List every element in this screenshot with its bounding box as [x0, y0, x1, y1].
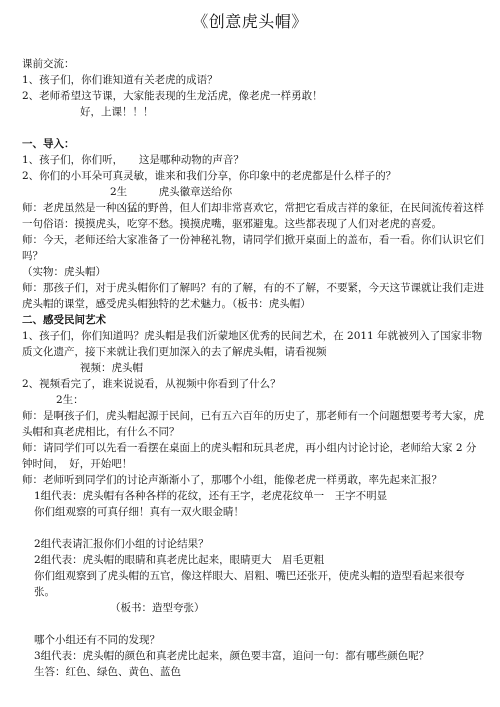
- text-line: 2组代表请汇报你们小组的讨论结果？: [34, 538, 209, 550]
- paragraph: 你们组观察到了虎头帽的五官，像这样眼大、眉粗、嘴巴还张开，使虎头帽的造型看起来很夸张。: [34, 570, 465, 598]
- text-line: 师：老师听到同学们的讨论声渐渐小了，那哪个小组，能像老虎一样勇敢，率先起来汇报？: [22, 474, 442, 486]
- paragraph: 师：请同学们可以先看一看摆在桌面上的虎头帽和玩具老虎，再小组内讨论讨论，老师给大家 2 分钟时间， 好，开始吧！: [22, 442, 477, 470]
- text-line: 课前交流：: [22, 58, 75, 70]
- document-body: [22, 56, 484, 680]
- text-line: 2、视频看完了，谁来说说看，从视频中你看到了什么？: [22, 378, 281, 390]
- text-line: 2生：: [56, 394, 84, 406]
- paragraph: 师：老虎虽然是一种凶猛的野兽，但人们却非常喜欢它，常把它看成吉祥的象征，在民间流传着这样一句俗语：摸摸虎头，吃穿不愁。摸摸虎嘴，驱邪避鬼。这些都表现了人们对老虎的喜爱。: [22, 202, 484, 230]
- text-line: 2、你们的小耳朵可真灵敏，谁来和我们分享，你印象中的老虎都是什么样子的？: [22, 170, 397, 182]
- paragraph: 师：今天，老师还给大家准备了一份神秘礼物，请同学们掀开桌面上的盖布，看一看。你们认识它们吗？: [22, 234, 484, 262]
- text-line: 好，上课！！！: [80, 106, 154, 118]
- section-heading: 一、导入：: [22, 138, 75, 150]
- text-line: 1、孩子们，你们听， 这是哪种动物的声音？: [22, 154, 244, 166]
- text-line: 视频：虎头帽: [80, 362, 143, 374]
- paragraph: 师：是啊孩子们，虎头帽起源于民间，已有五六百年的历史了，那老师有一个问题想要考考大家，虎头帽和真老虎相比，有什么不同？: [22, 410, 484, 438]
- text-line: （板书：造型夸张）: [110, 602, 205, 614]
- text-line: （实物：虎头帽）: [22, 266, 106, 278]
- text-line: 你们组观察的可真仔细！真有一双火眼金睛！: [34, 506, 244, 518]
- text-line: 1、孩子们，你们谁知道有关老虎的成语？: [22, 74, 218, 86]
- text-line: 2组代表：虎头帽的眼睛和真老虎比起来，眼睛更大 眉毛更粗: [34, 554, 325, 566]
- text-line: 2生 虎头徽章送给你: [110, 186, 233, 198]
- paragraph: 1、孩子们，你们知道吗？虎头帽是我们沂蒙地区优秀的民间艺术，在 2011 年就被列入了国家非物质文化遗产，接下来就让我们更加深入的去了解虎头帽，请看视频: [22, 330, 483, 358]
- text-line: 1组代表：虎头帽有各种各样的花纹，还有王字，老虎花纹单一 王字不明显: [34, 490, 388, 502]
- text-line: 2、老师希望这节课，大家能表现的生龙活虎，像老虎一样勇敢！: [22, 90, 323, 102]
- document-title: 《创意虎头帽》: [192, 12, 308, 31]
- section-heading: 二、感受民间艺术: [22, 314, 106, 326]
- text-line: 哪个小组还有不同的发现？: [34, 634, 160, 646]
- text-line: 3组代表：虎头帽的颜色和真老虎比起来，颜色要丰富，追问一句：都有哪些颜色呢？: [34, 650, 430, 662]
- paragraph: 师：那孩子们，对于虎头帽你们了解吗？有的了解，有的不了解，不要紧，今天这节课就让我们走进虎头帽的课堂，感受虎头帽独特的艺术魅力。（板书：虎头帽）: [22, 282, 484, 310]
- text-line: 生答：红色、绿色、黄色、蓝色: [34, 666, 181, 678]
